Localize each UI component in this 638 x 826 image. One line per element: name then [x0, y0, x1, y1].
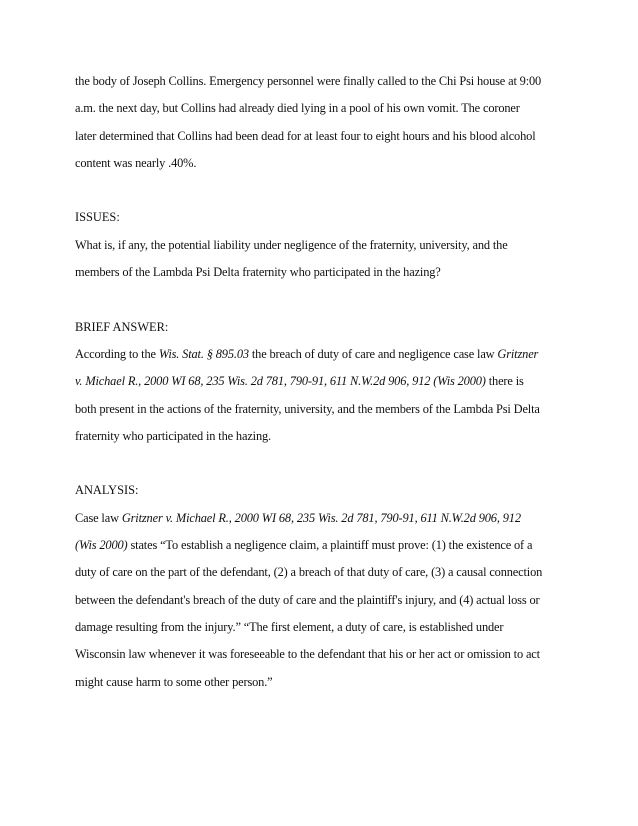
statute-citation: Wis. Stat. § 895.03: [158, 346, 249, 361]
paragraph-line: the body of Joseph Collins. Emergency personnel were finally called to the Chi Psi house at 9:00: [75, 74, 542, 88]
document-body: [75, 72, 569, 700]
issues-heading: ISSUES:: [75, 210, 120, 225]
text-run: there is: [485, 374, 524, 389]
analysis-line: might cause harm to some other person.”: [75, 674, 273, 689]
paragraph-line: content was nearly .40%.: [75, 155, 197, 170]
text-run: states “To establish a negligence claim, a plaintiff must prove: (1) the existence of a: [127, 538, 533, 553]
brief-answer-line: fraternity who participated in the hazing.: [75, 428, 272, 443]
paragraph-spacer: [75, 181, 569, 208]
case-citation: Gritzner v. Michael R., 2000 WI 68, 235 Wis. 2d 781, 790-91, 611 N.W.2d 906, 912: [121, 510, 521, 525]
case-citation: v. Michael R., 2000 WI 68, 235 Wis. 2d 781, 790-91, 611 N.W.2d 906, 912 (Wis 2000): [75, 374, 486, 389]
analysis-heading: ANALYSIS:: [75, 483, 139, 498]
brief-answer-line: [75, 372, 569, 399]
analysis-line: damage resulting from the injury.” “The first element, a duty of care, is established under: [75, 619, 504, 634]
analysis-line: Wisconsin law whenever it was foreseeable to the defendant that his or her act or omission to act: [75, 647, 540, 662]
text-run: the breach of duty of care and negligence case law: [248, 346, 498, 361]
paragraph-line: a.m. the next day, but Collins had already died lying in a pool of his own vomit. The coroner: [75, 101, 520, 116]
brief-answer-line: [75, 345, 569, 372]
issues-line: members of the Lambda Psi Delta fraternity who participated in the hazing?: [75, 265, 441, 280]
case-citation: (Wis 2000): [75, 538, 128, 553]
paragraph-line: later determined that Collins had been dead for at least four to eight hours and his blood alcohol: [75, 128, 536, 143]
analysis-line: between the defendant's breach of the duty of care and the plaintiff's injury, and (4) actual loss or: [75, 592, 540, 607]
brief-answer-heading: BRIEF ANSWER:: [75, 319, 169, 334]
case-citation: Gritzner: [497, 346, 539, 361]
issues-line: What is, if any, the potential liability under negligence of the fraternity, university, and the: [75, 237, 508, 252]
paragraph-spacer: [75, 290, 569, 317]
text-run: Case law: [75, 510, 122, 525]
analysis-line: [75, 536, 569, 563]
analysis-line: [75, 509, 569, 536]
analysis-line: duty of care on the part of the defendant, (2) a breach of that duty of care, (3) a causal connection: [75, 565, 543, 580]
paragraph-spacer: [75, 454, 569, 481]
text-run: According to the: [75, 346, 159, 361]
brief-answer-line: both present in the actions of the fraternity, university, and the members of the Lambda Psi Delta: [75, 401, 540, 416]
